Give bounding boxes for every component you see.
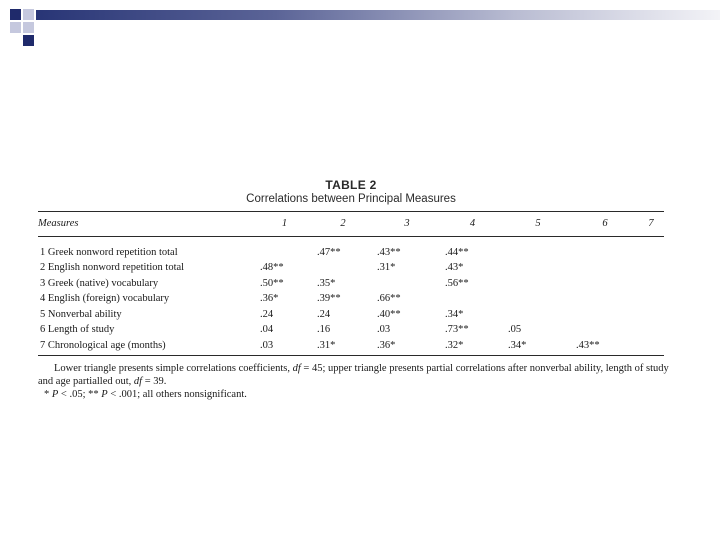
correlation-value: .32* — [445, 339, 464, 351]
correlation-value: .16 — [317, 324, 331, 335]
measure-label: 7 Chronological age (months) — [40, 339, 166, 351]
table-row — [38, 338, 664, 354]
header-cell: 6 — [602, 218, 608, 229]
correlation-value — [572, 307, 638, 323]
header-cell: 7 — [648, 218, 654, 229]
table-header-row — [38, 216, 664, 232]
correlation-value — [638, 260, 664, 276]
header-cell: 2 — [340, 218, 346, 229]
correlation-value: .48** — [260, 262, 284, 273]
correlation-value — [504, 245, 572, 261]
correlation-value: .24 — [317, 308, 331, 320]
header-square-dark — [23, 35, 34, 46]
correlation-value — [638, 245, 664, 261]
correlation-value — [638, 322, 664, 338]
correlation-value — [504, 260, 572, 276]
correlation-value: .39** — [317, 293, 341, 304]
note-text: df — [292, 363, 301, 374]
header-cell: 5 — [535, 218, 541, 229]
correlation-value: .34* — [508, 339, 527, 351]
correlation-value — [256, 245, 313, 261]
table-row — [38, 260, 664, 276]
correlation-value — [373, 276, 441, 292]
correlation-value: .03 — [260, 339, 274, 351]
table-row — [38, 276, 664, 292]
correlation-table — [38, 178, 669, 401]
table-title: TABLE 2 — [325, 178, 377, 192]
correlation-value — [572, 260, 638, 276]
correlation-value: .50** — [260, 277, 284, 289]
correlation-value: .31* — [317, 339, 336, 351]
note-text: P — [51, 389, 59, 400]
correlation-value: .36* — [260, 293, 279, 304]
header-square-light — [23, 22, 34, 33]
correlation-value — [572, 245, 638, 261]
table-top-rule — [38, 211, 664, 212]
measure-label: 3 Greek (native) vocabulary — [40, 277, 159, 289]
table-header-rule — [38, 236, 664, 237]
note-text: df — [133, 376, 143, 387]
note-text: Lower triangle presents simple correlations coefficients, — [54, 363, 293, 374]
correlation-value: .44** — [445, 246, 469, 258]
correlation-value: .03 — [377, 324, 391, 335]
correlation-value: .66** — [377, 293, 401, 304]
correlation-value: .04 — [260, 324, 274, 335]
note-text: < .05; ** — [58, 389, 102, 400]
table-bottom-rule — [38, 355, 664, 356]
correlation-value: .43** — [576, 339, 600, 351]
header-cell: 3 — [404, 218, 410, 229]
note-text: P — [101, 389, 108, 400]
correlation-value: .35* — [317, 277, 336, 289]
correlation-value — [572, 322, 638, 338]
table-subtitle: Correlations between Principal Measures — [246, 193, 456, 205]
note-text: = 39. — [142, 376, 167, 387]
correlation-value — [504, 307, 572, 323]
note-text: * — [44, 389, 52, 400]
correlation-value: .36* — [377, 339, 396, 351]
header-square-light — [10, 22, 21, 33]
header-cell: Measures — [38, 218, 79, 229]
correlation-value: .31* — [377, 262, 396, 273]
measure-label: 6 Length of study — [40, 324, 115, 335]
correlation-value — [638, 291, 664, 307]
correlation-value: .40** — [377, 308, 401, 320]
correlation-value — [441, 291, 504, 307]
correlation-value: .47** — [317, 246, 341, 258]
header-square-dark — [10, 9, 21, 20]
table-row — [38, 245, 664, 261]
correlation-value: .56** — [445, 277, 469, 289]
measure-label: 1 Greek nonword repetition total — [40, 246, 178, 258]
correlation-value: .05 — [508, 324, 522, 335]
correlation-value — [572, 291, 638, 307]
header-cell: 4 — [469, 218, 476, 229]
table-row — [38, 307, 664, 323]
header-cell: 1 — [281, 218, 288, 229]
measure-label: 4 English (foreign) vocabulary — [40, 293, 170, 304]
correlation-value — [313, 260, 373, 276]
measure-label: 2 English nonword repetition total — [40, 262, 185, 273]
correlation-value — [638, 338, 664, 354]
correlation-value: .34* — [445, 308, 464, 320]
correlation-value — [638, 276, 664, 292]
note-line-2 — [38, 388, 678, 401]
note-text: = 45; upper triangle presents partial correlations after nonverbal ability, length of study and age partialled out, — [38, 363, 669, 387]
table-row — [38, 291, 664, 307]
table-body — [38, 245, 664, 354]
table-row — [38, 322, 664, 338]
correlation-value: .73** — [445, 324, 469, 335]
header-gradient-bar — [36, 10, 720, 20]
correlation-value: .43* — [445, 262, 464, 273]
header-square-light — [23, 9, 34, 20]
table-notes — [38, 362, 678, 401]
note-line-1 — [38, 362, 678, 388]
correlation-value — [504, 291, 572, 307]
correlation-value — [572, 276, 638, 292]
correlation-value — [504, 276, 572, 292]
correlation-value: .24 — [260, 308, 274, 320]
measure-label: 5 Nonverbal ability — [40, 308, 122, 320]
correlation-value — [638, 307, 664, 323]
correlation-value: .43** — [377, 246, 401, 258]
note-text: < .001; all others nonsignificant. — [107, 389, 247, 400]
